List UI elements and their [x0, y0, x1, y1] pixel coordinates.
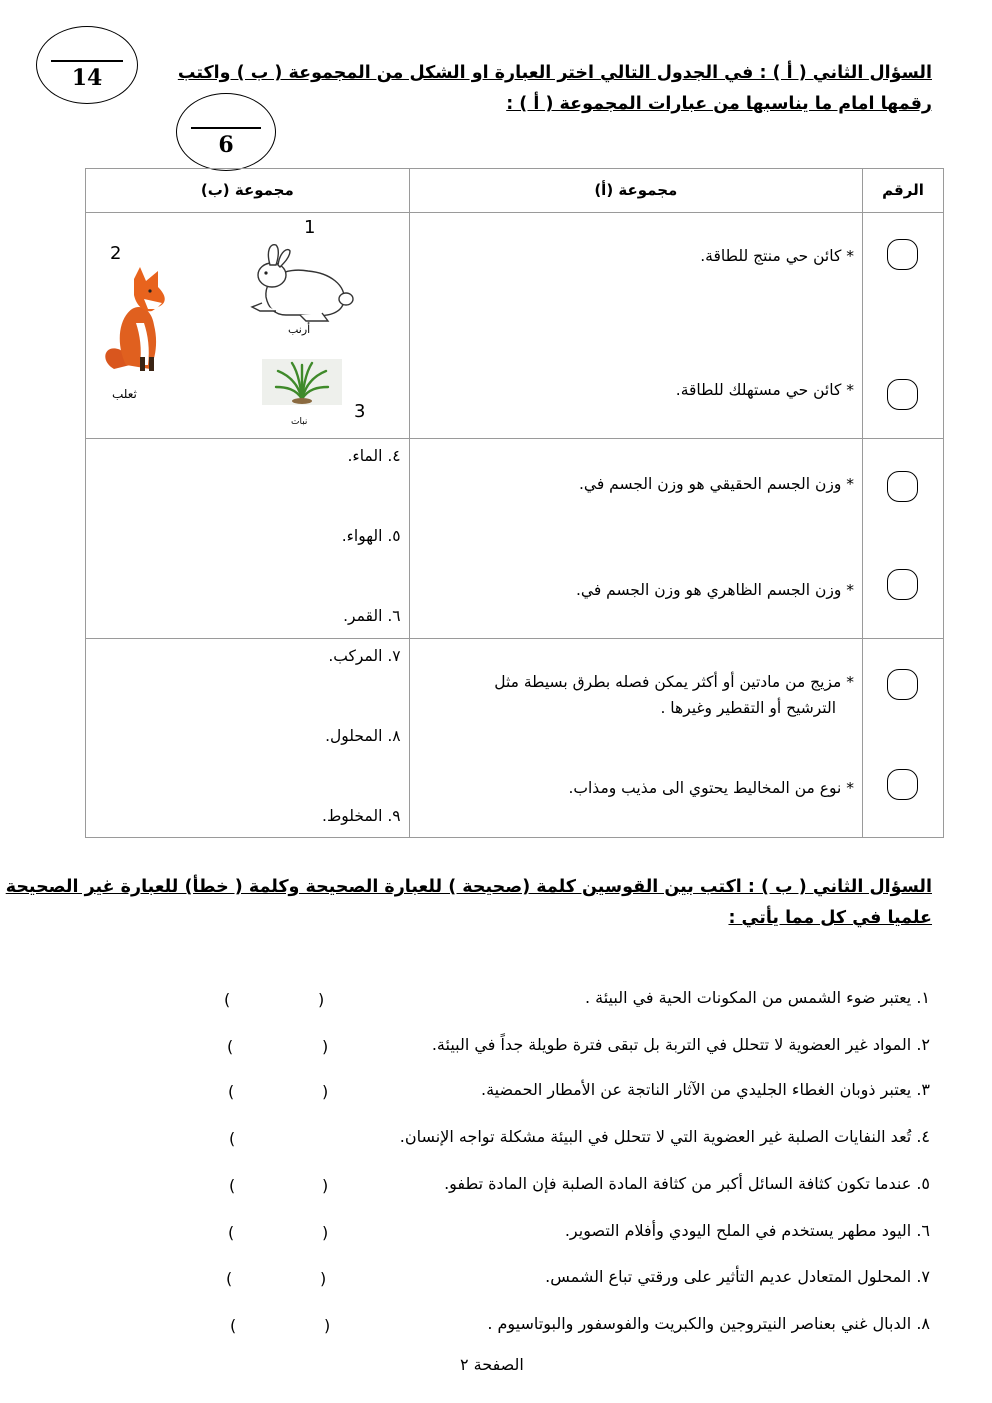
answer-cell: [863, 439, 944, 639]
header-group-b: مجموعة (ب): [86, 169, 410, 213]
answer-box-2[interactable]: [887, 379, 918, 410]
section-b-title-line1: السؤال الثاني ( ب ) : اكتب بين القوسين كلمة (صحيحة ) للعبارة الصحيحة وكلمة ( خطأ) للعبارة غير الصحيحة: [5, 877, 932, 897]
answer-box-6[interactable]: [887, 769, 918, 800]
answer-paren-open[interactable]: (: [230, 1316, 237, 1335]
answer-paren-open[interactable]: (: [226, 1269, 233, 1288]
total-score: 14: [71, 65, 103, 91]
option-8: ٨. المحلول.: [325, 727, 401, 745]
fox-image: [96, 265, 178, 375]
pictures-cell: [86, 213, 410, 439]
plant-image: [262, 359, 342, 405]
answer-paren-open[interactable]: (: [229, 1176, 236, 1195]
option-9: ٩. المخلوط.: [322, 807, 401, 825]
statement-6: * نوع من المخاليط يحتوي الى مذيب ومذاب.: [568, 779, 855, 797]
statement-1: * كائن حي منتج للطاقة.: [700, 247, 855, 265]
section-a-title-line2: رقمها امام ما يناسبها من عبارات المجموعة ( أ ) :: [506, 94, 932, 114]
answer-paren-close: ): [322, 1176, 329, 1195]
picture-number-3: 3: [354, 401, 366, 422]
answer-cell: [863, 213, 944, 439]
tf-item-4: ٤. تُعد النفايات الصلبة غير العضوية التي لا تتحلل في البيئة مشكلة تواجه الإنسان.: [399, 1127, 930, 1146]
score-line: [191, 127, 261, 129]
statements-cell: [409, 439, 862, 639]
section-b-title-line2: علميا في كل مما يأتي :: [728, 908, 932, 928]
statement-4: * وزن الجسم الظاهري هو وزن الجسم في.: [575, 581, 855, 599]
tf-item-6: ٦. اليود مطهر يستخدم في الملح اليودي وأفلام التصوير.: [564, 1221, 930, 1240]
part-score: 6: [218, 132, 234, 158]
tf-item-3: ٣. يعتبر ذوبان الغطاء الجليدي من الآثار الناتجة عن الأمطار الحمضية.: [481, 1080, 930, 1099]
section-a-title: [178, 58, 932, 120]
page-number: الصفحة ٢: [460, 1355, 524, 1374]
option-4: ٤. الماء.: [347, 447, 401, 465]
tf-item-8: ٨. الدبال غني بعناصر النيتروجين والكبريت والفوسفور والبوتاسيوم .: [487, 1314, 930, 1333]
header-number: الرقم: [863, 169, 944, 213]
answer-paren-open[interactable]: (: [227, 1037, 234, 1056]
tf-item-2: ٢. المواد غير العضوية لا تتحلل في التربة بل تبقى فترة طويلة جداً في البيئة.: [431, 1035, 930, 1054]
section-b-title: [6, 872, 932, 934]
answer-paren-close: ): [322, 1082, 329, 1101]
option-5: ٥. الهواء.: [341, 527, 401, 545]
answer-box-3[interactable]: [887, 471, 918, 502]
section-a-title-line1: السؤال الثاني ( أ ) : في الجدول التالي اختر العبارة او الشكل من المجموعة ( ب ) واكتب: [177, 63, 932, 83]
answer-paren-open[interactable]: (: [229, 1129, 236, 1148]
answer-paren-close: ): [324, 1316, 331, 1335]
answer-box-5[interactable]: [887, 669, 918, 700]
answer-box-1[interactable]: [887, 239, 918, 270]
tf-item-1: ١. يعتبر ضوء الشمس من المكونات الحية في البيئة .: [584, 988, 930, 1007]
options-cell: [86, 439, 410, 639]
fox-caption: ثعلب: [112, 387, 137, 401]
matching-table: [85, 168, 944, 838]
plant-caption: نبات: [291, 417, 308, 427]
statements-cell: [409, 213, 862, 439]
rabbit-image: [246, 241, 358, 325]
picture-number-2: 2: [110, 243, 122, 264]
answer-paren-open[interactable]: (: [224, 990, 231, 1009]
tf-item-7: ٧. المحلول المتعادل عديم التأثير على ورقتي تباع الشمس.: [545, 1267, 930, 1286]
picture-number-1: 1: [304, 217, 316, 238]
statement-3: * وزن الجسم الحقيقي هو وزن الجسم في.: [578, 475, 855, 493]
answer-paren-close: ): [322, 1037, 329, 1056]
statement-5: * مزيج من مادتين أو أكثر يمكن فصله بطرق بسيطة مثل: [494, 673, 855, 691]
answer-paren-close: ): [322, 1223, 329, 1242]
answer-paren-open[interactable]: (: [228, 1082, 235, 1101]
rabbit-caption: أرنب: [288, 323, 311, 336]
answer-cell: [863, 639, 944, 838]
answer-paren-close: ): [318, 990, 325, 1009]
score-line: [51, 60, 123, 62]
tf-item-5: ٥. عندما تكون كثافة السائل أكبر من كثافة المادة الصلبة فإن المادة تطفو.: [444, 1174, 930, 1193]
answer-box-4[interactable]: [887, 569, 918, 600]
total-score-oval: [36, 26, 138, 104]
option-7: ٧. المركب.: [328, 647, 401, 665]
answer-paren-close: ): [320, 1269, 327, 1288]
statements-cell: [409, 639, 862, 838]
option-6: ٦. القمر.: [343, 607, 401, 625]
statement-2: * كائن حي مستهلك للطاقة.: [675, 381, 855, 399]
answer-paren-open[interactable]: (: [228, 1223, 235, 1242]
header-group-a: مجموعة (أ): [409, 169, 862, 213]
statement-5-continued: الترشيح أو التقطير وغيرها .: [660, 699, 837, 717]
options-cell: [86, 639, 410, 838]
